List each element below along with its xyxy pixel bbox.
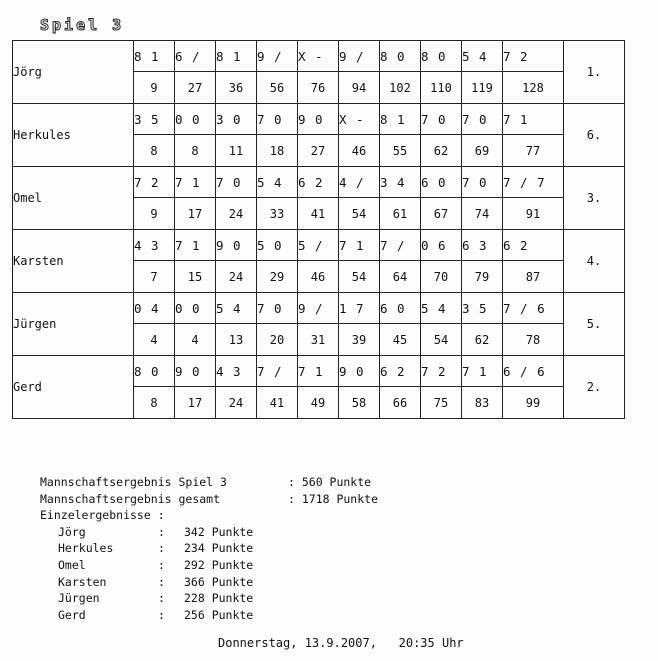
frame-throws: 5 / <box>298 230 339 261</box>
player-place: 6. <box>564 104 625 167</box>
running-total: 99 <box>503 387 564 419</box>
running-total: 55 <box>380 135 421 167</box>
running-total: 4 <box>175 324 216 356</box>
frame-throws: 8 1 <box>380 104 421 135</box>
running-total: 102 <box>380 72 421 104</box>
running-total: 54 <box>421 324 462 356</box>
running-total: 4 <box>134 324 175 356</box>
running-total: 24 <box>216 261 257 293</box>
individual-name: Omel <box>58 557 86 572</box>
player-frames-row <box>13 293 625 324</box>
running-total: 64 <box>380 261 421 293</box>
frame-throws: 9 0 <box>216 230 257 261</box>
frame-throws: 7 / <box>380 230 421 261</box>
individual-result-row <box>40 590 378 607</box>
running-total: 31 <box>298 324 339 356</box>
running-total: 46 <box>298 261 339 293</box>
running-total: 27 <box>298 135 339 167</box>
player-place: 5. <box>564 293 625 356</box>
running-total: 94 <box>339 72 380 104</box>
frame-throws: 7 0 <box>257 293 298 324</box>
individual-name: Herkules <box>58 541 114 556</box>
running-total: 13 <box>216 324 257 356</box>
running-total: 58 <box>339 387 380 419</box>
running-total: 79 <box>462 261 503 293</box>
frame-throws: 0 4 <box>134 293 175 324</box>
running-total: 78 <box>503 324 564 356</box>
running-total: 45 <box>380 324 421 356</box>
individual-separator: : <box>158 524 165 539</box>
individual-result-row <box>40 607 378 624</box>
running-total: 27 <box>175 72 216 104</box>
team-game-value: : 560 Punkte <box>288 475 372 489</box>
frame-throws: 7 0 <box>462 104 503 135</box>
running-total: 110 <box>421 72 462 104</box>
running-total: 77 <box>503 135 564 167</box>
frame-throws: 9 0 <box>298 104 339 135</box>
running-total: 18 <box>257 135 298 167</box>
frame-throws: 1 7 <box>339 293 380 324</box>
team-game-label: Mannschaftsergebnis Spiel 3 <box>40 475 227 489</box>
running-total: 8 <box>175 135 216 167</box>
frame-throws: 0 0 <box>175 104 216 135</box>
frame-throws: 6 2 <box>298 167 339 198</box>
frame-throws: 6 3 <box>462 230 503 261</box>
running-total: 24 <box>216 387 257 419</box>
frame-throws: 4 / <box>339 167 380 198</box>
running-total: 87 <box>503 261 564 293</box>
running-total: 41 <box>298 198 339 230</box>
summary-block <box>40 474 378 623</box>
individual-points: 292 Punkte <box>184 557 254 572</box>
frame-throws: 5 4 <box>216 293 257 324</box>
running-total: 61 <box>380 198 421 230</box>
running-total: 20 <box>257 324 298 356</box>
individual-results-list <box>40 524 378 624</box>
player-place: 1. <box>564 41 625 104</box>
frame-throws: 6 / 6 <box>503 356 564 387</box>
frame-throws: 6 0 <box>380 293 421 324</box>
running-total: 46 <box>339 135 380 167</box>
player-name: Omel <box>13 167 134 230</box>
running-total: 74 <box>462 198 503 230</box>
team-total-value: : 1718 Punkte <box>288 491 379 506</box>
frame-throws: 7 1 <box>503 104 564 135</box>
frame-throws: 6 2 <box>503 230 564 261</box>
individual-separator: : <box>158 557 165 572</box>
running-total: 83 <box>462 387 503 419</box>
frame-throws: 3 5 <box>134 104 175 135</box>
individual-result-row <box>40 574 378 591</box>
frame-throws: 3 0 <box>216 104 257 135</box>
running-total: 8 <box>134 135 175 167</box>
individual-separator: : <box>158 541 165 556</box>
player-frames-row <box>13 104 625 135</box>
running-total: 41 <box>257 387 298 419</box>
running-total: 39 <box>339 324 380 356</box>
individual-heading: Einzelergebnisse : <box>40 508 165 523</box>
frame-throws: 0 0 <box>175 293 216 324</box>
running-total: 9 <box>134 72 175 104</box>
running-total: 7 <box>134 261 175 293</box>
running-total: 69 <box>462 135 503 167</box>
running-total: 9 <box>134 198 175 230</box>
frame-throws: 8 0 <box>380 41 421 72</box>
frame-throws: 0 6 <box>421 230 462 261</box>
running-total: 62 <box>421 135 462 167</box>
frame-throws: 9 0 <box>339 356 380 387</box>
player-place: 2. <box>564 356 625 419</box>
player-name: Gerd <box>13 356 134 419</box>
running-total: 67 <box>421 198 462 230</box>
frame-throws: 9 / <box>298 293 339 324</box>
player-frames-row <box>13 230 625 261</box>
player-place: 4. <box>564 230 625 293</box>
frame-throws: 7 0 <box>216 167 257 198</box>
running-total: 70 <box>421 261 462 293</box>
individual-result-row <box>40 540 378 557</box>
frame-throws: X - <box>298 41 339 72</box>
player-place: 3. <box>564 167 625 230</box>
team-total-result <box>40 491 378 508</box>
frame-throws: 9 / <box>339 41 380 72</box>
frame-throws: 6 / <box>175 41 216 72</box>
running-total: 29 <box>257 261 298 293</box>
frame-throws: 8 0 <box>421 41 462 72</box>
running-total: 76 <box>298 72 339 104</box>
running-total: 17 <box>175 198 216 230</box>
running-total: 33 <box>257 198 298 230</box>
frame-throws: 7 2 <box>134 167 175 198</box>
player-frames-row <box>13 41 625 72</box>
frame-throws: 4 3 <box>134 230 175 261</box>
frame-throws: 7 0 <box>421 104 462 135</box>
frame-throws: 8 0 <box>134 356 175 387</box>
individual-points: 256 Punkte <box>184 607 254 622</box>
running-total: 54 <box>339 198 380 230</box>
frame-throws: 8 1 <box>216 41 257 72</box>
player-name: Herkules <box>13 104 134 167</box>
individual-points: 366 Punkte <box>184 574 254 589</box>
individual-name: Jürgen <box>58 591 100 606</box>
individual-points: 228 Punkte <box>184 591 254 606</box>
individual-result-row <box>40 524 378 541</box>
running-total: 75 <box>421 387 462 419</box>
frame-throws: 7 0 <box>257 104 298 135</box>
scoreboard-table <box>12 40 625 419</box>
individual-separator: : <box>158 591 165 606</box>
player-name: Jürgen <box>13 293 134 356</box>
frame-throws: 7 1 <box>175 230 216 261</box>
individual-points: 234 Punkte <box>184 541 254 556</box>
individual-result-row <box>40 557 378 574</box>
running-total: 24 <box>216 198 257 230</box>
frame-throws: X - <box>339 104 380 135</box>
team-total-label: Mannschaftsergebnis gesamt <box>40 491 221 506</box>
player-name: Karsten <box>13 230 134 293</box>
running-total: 119 <box>462 72 503 104</box>
running-total: 62 <box>462 324 503 356</box>
frame-throws: 7 1 <box>298 356 339 387</box>
frame-throws: 7 / 6 <box>503 293 564 324</box>
running-total: 49 <box>298 387 339 419</box>
frame-throws: 5 4 <box>257 167 298 198</box>
frame-throws: 8 1 <box>134 41 175 72</box>
frame-throws: 6 0 <box>421 167 462 198</box>
frame-throws: 5 0 <box>257 230 298 261</box>
running-total: 56 <box>257 72 298 104</box>
team-game-result <box>40 474 378 491</box>
individual-name: Jörg <box>58 524 86 539</box>
individual-separator: : <box>158 607 165 622</box>
frame-throws: 7 / 7 <box>503 167 564 198</box>
player-frames-row <box>13 167 625 198</box>
frame-throws: 7 1 <box>175 167 216 198</box>
running-total: 11 <box>216 135 257 167</box>
player-frames-row <box>13 356 625 387</box>
frame-throws: 3 5 <box>462 293 503 324</box>
running-total: 8 <box>134 387 175 419</box>
frame-throws: 7 2 <box>421 356 462 387</box>
page-title: Spiel 3 <box>40 16 125 34</box>
frame-throws: 9 / <box>257 41 298 72</box>
player-name: Jörg <box>13 41 134 104</box>
running-total: 36 <box>216 72 257 104</box>
footer-date: Donnerstag, 13.9.2007, 20:35 Uhr <box>218 636 464 650</box>
frame-throws: 4 3 <box>216 356 257 387</box>
running-total: 17 <box>175 387 216 419</box>
frame-throws: 3 4 <box>380 167 421 198</box>
running-total: 15 <box>175 261 216 293</box>
frame-throws: 5 4 <box>462 41 503 72</box>
individual-name: Gerd <box>58 607 86 622</box>
running-total: 66 <box>380 387 421 419</box>
frame-throws: 7 1 <box>339 230 380 261</box>
running-total: 91 <box>503 198 564 230</box>
running-total: 54 <box>339 261 380 293</box>
running-total: 128 <box>503 72 564 104</box>
frame-throws: 5 4 <box>421 293 462 324</box>
individual-points: 342 Punkte <box>184 524 254 539</box>
frame-throws: 7 1 <box>462 356 503 387</box>
frame-throws: 9 0 <box>175 356 216 387</box>
frame-throws: 7 2 <box>503 41 564 72</box>
individual-name: Karsten <box>58 574 107 589</box>
frame-throws: 7 0 <box>462 167 503 198</box>
frame-throws: 6 2 <box>380 356 421 387</box>
individual-separator: : <box>158 574 165 589</box>
frame-throws: 7 / <box>257 356 298 387</box>
